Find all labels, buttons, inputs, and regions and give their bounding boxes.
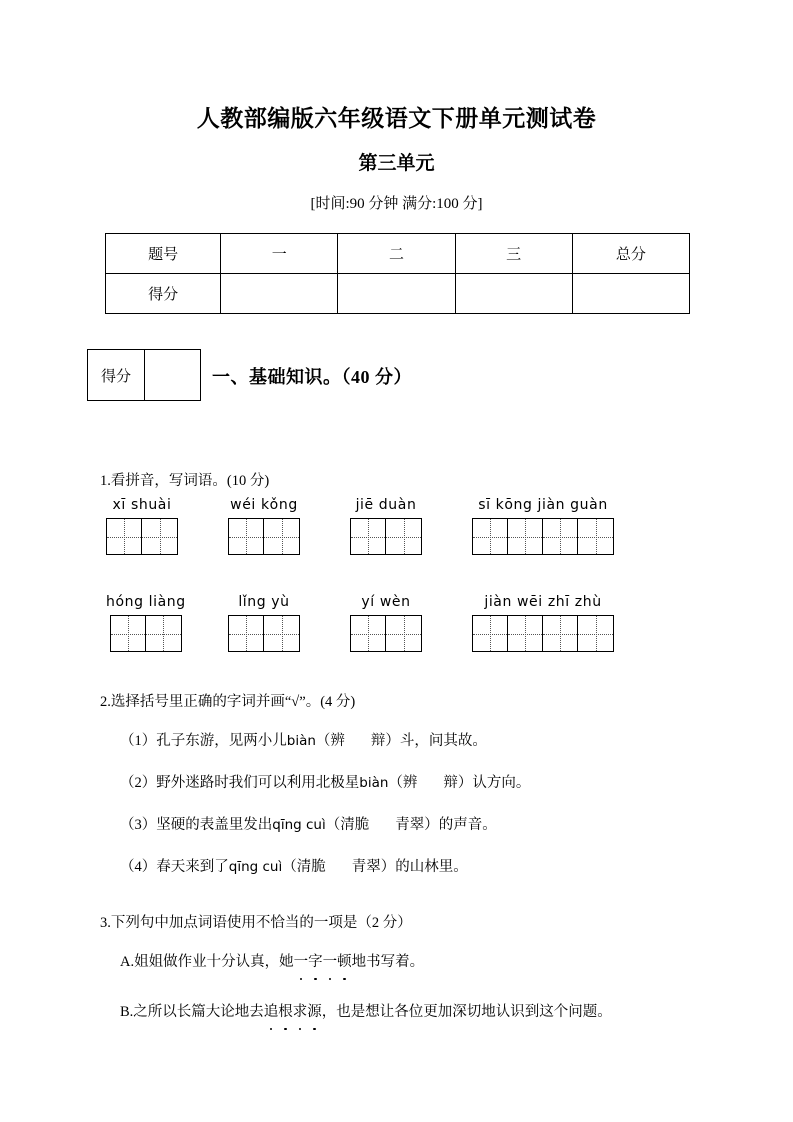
grid-cell[interactable] xyxy=(142,519,177,554)
grid-cell[interactable] xyxy=(229,616,264,651)
option-text-before: 姐姐做作业十分认真，她 xyxy=(134,954,294,970)
grid-cell[interactable] xyxy=(264,519,299,554)
option-text-after: ，也是想让各位更加深切地认识到这个问题。 xyxy=(321,1004,612,1020)
score-entry-cell[interactable] xyxy=(572,274,689,314)
score-table-cell: 二 xyxy=(338,234,455,274)
grid-cell[interactable] xyxy=(386,519,421,554)
grid-cell[interactable] xyxy=(578,616,613,651)
option-letter: B. xyxy=(120,1004,134,1020)
score-table xyxy=(105,233,690,314)
character-grid[interactable] xyxy=(106,518,178,555)
grid-cell[interactable] xyxy=(107,519,142,554)
score-table-row-label: 得分 xyxy=(106,274,221,314)
pinyin-group xyxy=(106,594,186,652)
item-number: （1） xyxy=(120,733,157,749)
score-table-cell: 三 xyxy=(455,234,572,274)
emphasized-phrase xyxy=(264,1000,322,1021)
choice-option-second[interactable]: 青翠） xyxy=(395,817,439,833)
grid-cell[interactable] xyxy=(473,519,508,554)
grid-cell[interactable] xyxy=(111,616,146,651)
pinyin-group xyxy=(228,594,300,652)
character-grid[interactable] xyxy=(472,615,614,652)
grid-cell[interactable] xyxy=(386,616,421,651)
pinyin-label: jiàn wēi zhī zhù xyxy=(484,594,602,610)
exam-meta-line: [时间:90 分钟 满分:100 分] xyxy=(310,196,483,212)
question-3-option[interactable] xyxy=(120,1000,612,1021)
pinyin-group xyxy=(106,497,178,555)
choice-option-second[interactable]: 辩） xyxy=(370,733,400,749)
section-score-value[interactable] xyxy=(145,350,200,400)
grid-cell[interactable] xyxy=(264,616,299,651)
score-table-cell: 总分 xyxy=(572,234,689,274)
question-3-prompt: 3.下列句中加点词语使用不恰当的一项是（2 分） xyxy=(100,915,412,931)
pinyin-label: wéi kǒng xyxy=(230,497,298,513)
grid-cell[interactable] xyxy=(508,519,543,554)
option-letter: A. xyxy=(120,954,135,970)
pinyin-label: lǐng yù xyxy=(238,594,290,610)
grid-cell[interactable] xyxy=(508,616,543,651)
table-row xyxy=(106,234,690,274)
item-text-after: 认方向。 xyxy=(472,775,531,791)
pinyin-group xyxy=(472,497,614,555)
pinyin-group xyxy=(350,594,422,652)
grid-cell[interactable] xyxy=(146,616,181,651)
item-text-before: 坚硬的表盖里发出 xyxy=(156,817,273,833)
grid-cell[interactable] xyxy=(543,519,578,554)
character-grid[interactable] xyxy=(350,518,422,555)
question-1-prompt: 1.看拼音，写词语。(10 分) xyxy=(100,473,270,489)
character-grid[interactable] xyxy=(472,518,614,555)
grid-cell[interactable] xyxy=(543,616,578,651)
item-pinyin: biàn xyxy=(359,775,389,791)
score-entry-cell[interactable] xyxy=(221,274,338,314)
item-text-before: 春天来到了 xyxy=(156,859,229,875)
pinyin-label: jiē duàn xyxy=(355,497,417,513)
question-3-option[interactable] xyxy=(120,950,424,971)
question-2-item xyxy=(120,771,530,792)
grid-cell[interactable] xyxy=(473,616,508,651)
choice-option-first[interactable]: （清脆 xyxy=(325,817,370,833)
pinyin-group xyxy=(228,497,300,555)
score-table-cell: 一 xyxy=(221,234,338,274)
choice-option-second[interactable]: 辩） xyxy=(443,775,473,791)
table-row xyxy=(106,274,690,314)
emphasis-dots xyxy=(264,1028,322,1031)
section-score-label: 得分 xyxy=(88,350,145,400)
option-text-after: 地书写着。 xyxy=(351,954,425,970)
page-title: 人教部编版六年级语文下册单元测试卷 xyxy=(196,106,597,131)
item-number: （3） xyxy=(120,817,157,833)
item-pinyin: biàn xyxy=(286,733,316,749)
emphasized-phrase xyxy=(294,950,352,971)
pinyin-group xyxy=(350,497,422,555)
grid-cell[interactable] xyxy=(229,519,264,554)
emphasis-text: 追根求源 xyxy=(263,1004,322,1020)
grid-cell[interactable] xyxy=(351,616,386,651)
pinyin-label: xī shuài xyxy=(112,497,172,513)
item-text-after: 斗，问其故。 xyxy=(399,733,487,749)
section-one-heading: 一、基础知识。（40 分） xyxy=(212,367,412,387)
question-2-item xyxy=(120,855,468,876)
score-entry-cell[interactable] xyxy=(455,274,572,314)
choice-option-first[interactable]: （辨 xyxy=(315,733,345,749)
item-text-before: 孔子东游，见两小儿 xyxy=(156,733,287,749)
item-number: （4） xyxy=(120,859,157,875)
pinyin-label: hóng liàng xyxy=(106,594,186,610)
item-text-after: 的声音。 xyxy=(438,817,497,833)
question-2-prompt: 2.选择括号里正确的字词并画“√”。(4 分) xyxy=(100,694,356,710)
choice-option-first[interactable]: （辨 xyxy=(388,775,418,791)
pinyin-label: sī kōng jiàn guàn xyxy=(478,497,608,513)
section-score-box xyxy=(87,349,201,401)
character-grid[interactable] xyxy=(110,615,182,652)
choice-option-first[interactable]: （清脆 xyxy=(282,859,326,875)
choice-option-second[interactable]: 青翠） xyxy=(351,859,396,875)
item-pinyin: qīng cuì xyxy=(272,817,326,833)
question-2-item xyxy=(120,729,487,750)
item-number: （2） xyxy=(120,775,157,791)
score-entry-cell[interactable] xyxy=(338,274,455,314)
item-text-before: 野外迷路时我们可以利用北极星 xyxy=(156,775,360,791)
grid-cell[interactable] xyxy=(578,519,613,554)
emphasis-dots xyxy=(294,978,352,981)
pinyin-group xyxy=(472,594,614,652)
character-grid[interactable] xyxy=(228,518,300,555)
question-2-item xyxy=(120,813,497,834)
character-grid[interactable] xyxy=(228,615,300,652)
option-text-before: 之所以长篇大论地去 xyxy=(133,1004,264,1020)
score-table-row-label: 题号 xyxy=(106,234,221,274)
pinyin-label: yí wèn xyxy=(361,594,411,610)
item-text-after: 的山林里。 xyxy=(395,859,468,875)
character-grid[interactable] xyxy=(350,615,422,652)
item-pinyin: qīng cuì xyxy=(228,859,283,875)
grid-cell[interactable] xyxy=(351,519,386,554)
page-subtitle: 第三单元 xyxy=(358,153,435,174)
emphasis-text: 一字一顿 xyxy=(293,954,352,970)
